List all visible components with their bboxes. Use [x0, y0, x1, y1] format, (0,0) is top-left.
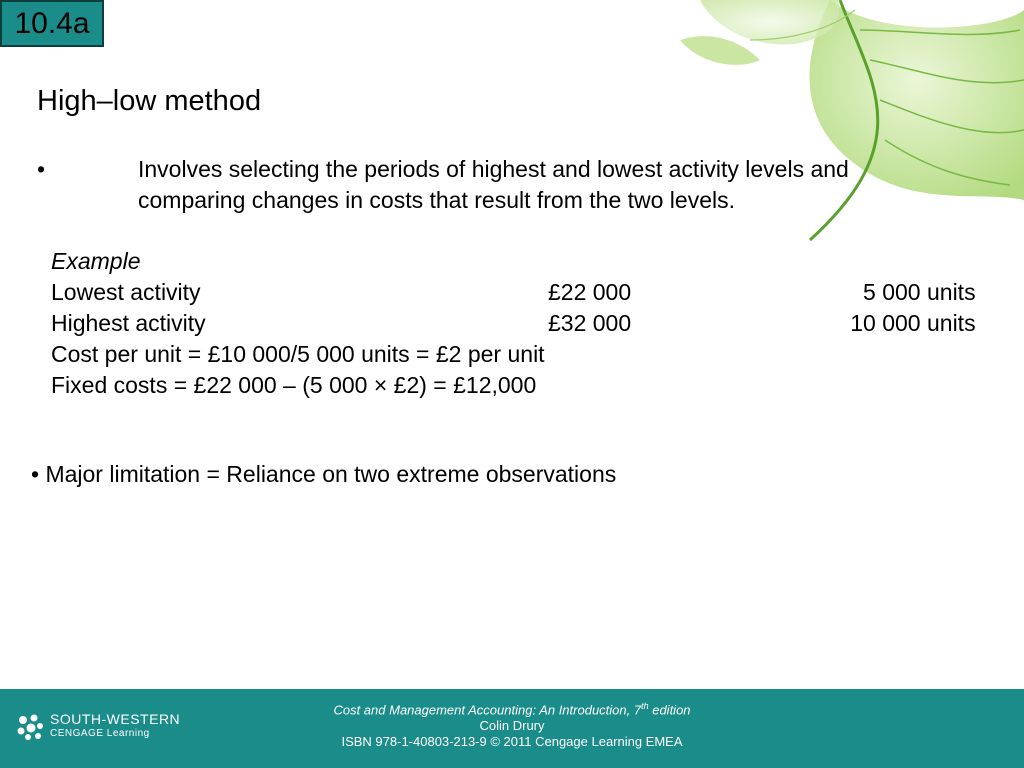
isbn-line: ISBN 978-1-40803-213-9 © 2011 Cengage Learning EMEA [341, 734, 683, 750]
activity-units: 10 000 units [850, 310, 976, 336]
logo-text-secondary: CENGAGE Learning [50, 728, 150, 739]
example-label: Example [51, 248, 141, 274]
activity-label: Lowest activity [51, 279, 201, 305]
fixed-costs-line: Fixed costs = £22 000 – (5 000 × £2) = £12,000 [51, 372, 537, 398]
cengage-logo-mark-icon [15, 711, 45, 741]
limitation-bullet: • Major limitation = Reliance on two extreme observations [31, 461, 617, 487]
cost-per-unit-line: Cost per unit = £10 000/5 000 units = £2 per unit [51, 341, 545, 367]
activity-cost: £22 000 [548, 279, 632, 305]
footer-citation [262, 698, 762, 750]
activity-row-lowest [51, 277, 976, 308]
activity-cost: £32 000 [548, 310, 632, 336]
activity-label: Highest activity [51, 310, 206, 336]
activity-units: 5 000 units [863, 279, 976, 305]
bullet-marker: • [37, 156, 46, 182]
slide-number: 10.4a [0, 0, 104, 47]
bullet-item [37, 154, 947, 216]
logo-text-primary: SOUTH-WESTERN [50, 711, 181, 727]
slide-title: High–low method [37, 85, 262, 117]
bullet-text: Involves selecting the periods of highest and lowest activity levels and comparing changes in costs that result from the two levels. [138, 156, 849, 213]
author-name: Colin Drury [479, 718, 545, 734]
activity-row-highest [51, 308, 976, 339]
footer-bar [0, 689, 1024, 768]
book-title: Cost and Management Accounting: An Introduction, 7th edition [333, 701, 691, 718]
publisher-logo [15, 711, 195, 747]
example-block [51, 246, 976, 401]
